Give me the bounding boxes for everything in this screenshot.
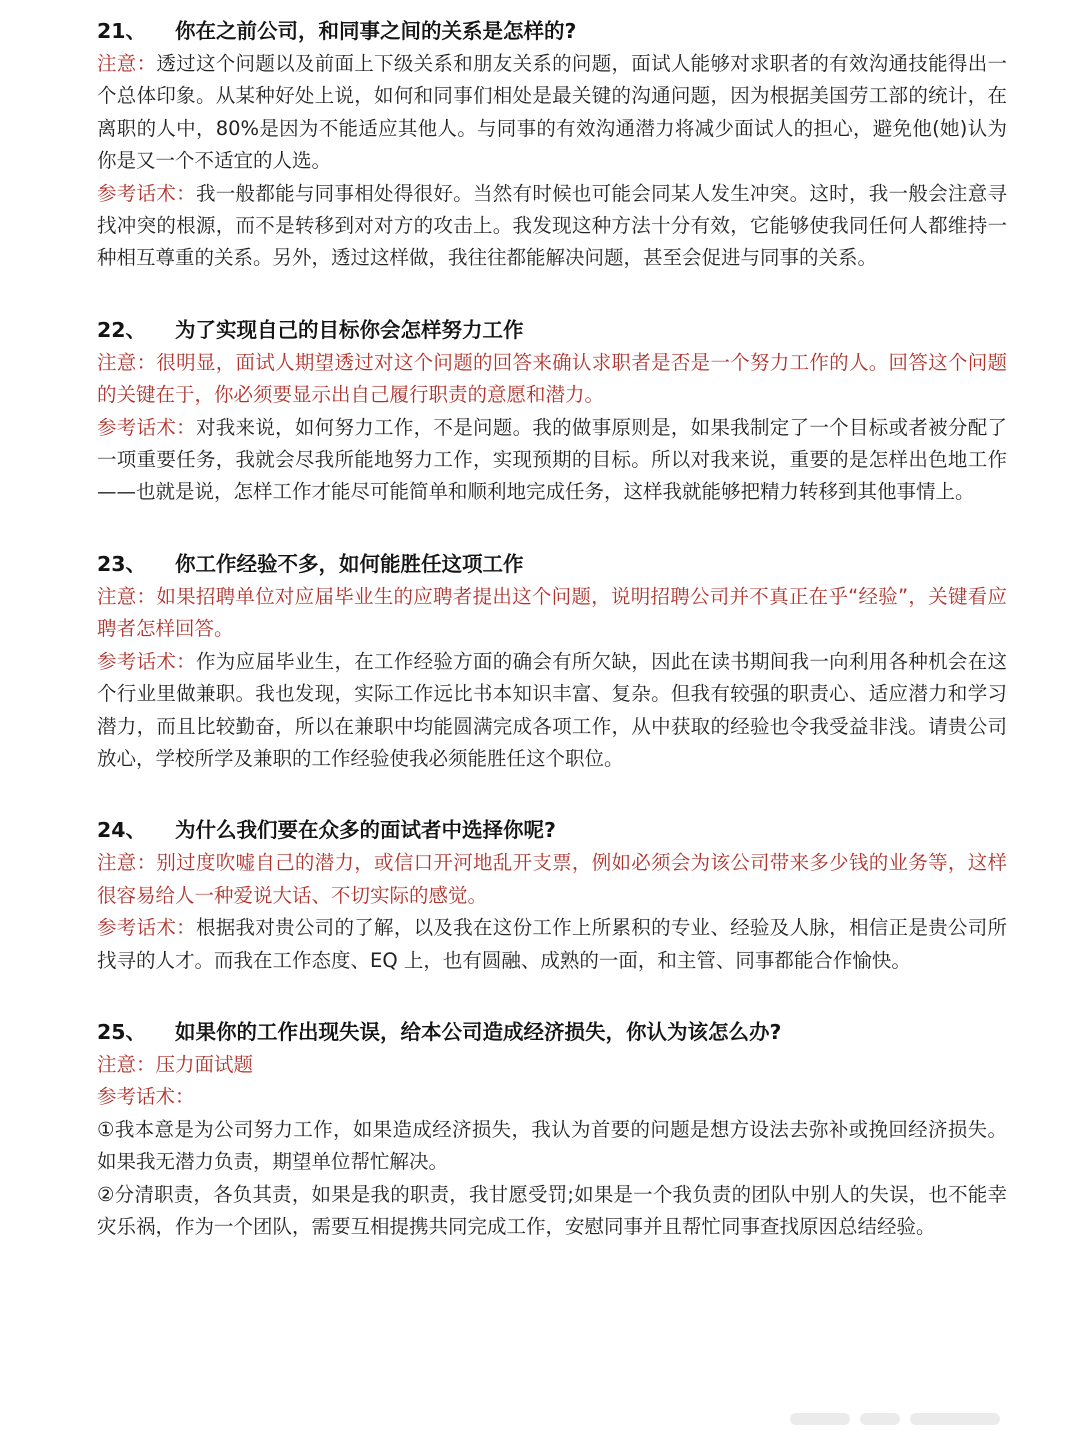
reference-text: 对我来说，如何努力工作，不是问题。我的做事原则是，如果我制定了一个目标或者被分配了一项重要任务，我就会尽我所能地努力工作，实现预期的目标。所以对我来说，重要的是怎样出色地工作——也就是说，怎样工作才能尽可能简单和顺利地完成任务，这样我就能够把精力转移到其他事情上。 — [97, 415, 1007, 504]
watermark-mark — [910, 1413, 1000, 1425]
note-text: 透过这个问题以及前面上下级关系和朋友关系的问题，面试人能够对求职者的有效沟通技能得出一个总体印象。从某种好处上说，如何和同事们相处是最关键的沟通问题，因为根据美国劳工部的统计，在离职的人中，80%是因为不能适应其他人。与同事的有效沟通潜力将减少面试人的担心，避免他(她)认为你是又一个不适宜的人选。 — [97, 52, 1007, 173]
reference-text: 根据我对贵公司的了解，以及我在这份工作上所累积的专业、经验及人脉，相信正是贵公司所找寻的人才。而我在工作态度、EQ 上，也有圆融、成熟的一面，和主管、同事都能合作愉快。 — [97, 916, 1007, 972]
reference-label: 参考话术： — [97, 415, 196, 439]
reference-label: 参考话术： — [97, 1085, 195, 1109]
watermark — [790, 1403, 1010, 1433]
watermark-mark — [860, 1413, 900, 1425]
note-text: 如果招聘单位对应届毕业生的应聘者提出这个问题，说明招聘公司并不真正在乎“经验”，关键看应聘者怎样回答。 — [97, 584, 1007, 641]
note-text: 压力面试题 — [155, 1052, 254, 1076]
question-title: 为了实现自己的目标你会怎样努力工作 — [175, 317, 524, 342]
reference-label: 参考话术： — [97, 649, 196, 673]
question-number: 22、 — [97, 317, 147, 342]
note-label: 注意： — [97, 851, 157, 875]
note-text: 别过度吹嘘自己的潜力，或信口开河地乱开支票，例如必须会为该公司带来多少钱的业务等，这样很容易给人一种爱说大话、不切实际的感觉。 — [97, 851, 1007, 907]
question-25 — [97, 1015, 1007, 1243]
question-23 — [97, 547, 1007, 775]
reference-label: 参考话术： — [97, 916, 196, 940]
question-title: 你工作经验不多，如何能胜任这项工作 — [175, 551, 524, 576]
note-label: 注意： — [97, 350, 157, 374]
note-paragraph — [97, 581, 1007, 646]
question-number: 23、 — [97, 551, 147, 576]
question-heading — [97, 14, 1007, 48]
answer-item: ②分清职责，各负其责，如果是我的职责，我甘愿受罚;如果是一个我负责的团队中别人的失误，也不能幸灾乐祸，作为一个团队，需要互相提携共同完成工作，安慰同事并且帮忙同事查找原因总结经验。 — [97, 1182, 1007, 1238]
watermark-mark — [790, 1413, 850, 1425]
question-number: 21、 — [97, 19, 147, 43]
question-22 — [97, 313, 1007, 509]
question-title: 你在之前公司，和同事之间的关系是怎样的? — [175, 19, 577, 43]
reference-paragraph — [97, 412, 1007, 509]
answer-item: ①我本意是为公司努力工作，如果造成经济损失，我认为首要的问题是想方设法去弥补或挽回经济损失。如果我无潜力负责，期望单位帮忙解决。 — [97, 1117, 1007, 1174]
reference-paragraph — [97, 178, 1007, 275]
note-label: 注意： — [97, 1052, 156, 1076]
question-number: 24、 — [97, 818, 147, 843]
question-heading — [97, 547, 1007, 581]
question-21 — [97, 14, 1007, 275]
note-text: 很明显，面试人期望透过对这个问题的回答来确认求职者是否是一个努力工作的人。回答这个问题的关键在于，你必须要显示出自己履行职责的意愿和潜力。 — [97, 350, 1007, 407]
note-paragraph — [97, 48, 1007, 178]
note-paragraph — [97, 1049, 1007, 1081]
question-title: 为什么我们要在众多的面试者中选择你呢? — [175, 818, 556, 843]
document-page — [97, 14, 1007, 1243]
reference-paragraph — [97, 912, 1007, 977]
reference-label: 参考话术： — [97, 181, 196, 205]
note-paragraph — [97, 347, 1007, 412]
question-number: 25、 — [97, 1019, 147, 1044]
question-heading — [97, 313, 1007, 347]
question-heading — [97, 813, 1007, 847]
note-label: 注意： — [97, 584, 157, 608]
note-paragraph — [97, 847, 1007, 912]
question-title: 如果你的工作出现失误，给本公司造成经济损失，你认为该怎么办? — [175, 1019, 782, 1044]
question-heading — [97, 1015, 1007, 1049]
reference-paragraph — [97, 1081, 1007, 1113]
reference-paragraph — [97, 646, 1007, 776]
reference-text: 作为应届毕业生，在工作经验方面的确会有所欠缺，因此在读书期间我一向利用各种机会在这个行业里做兼职。我也发现，实际工作远比书本知识丰富、复杂。但我有较强的职责心、适应潜力和学习潜力，而且比较勤奋，所以在兼职中均能圆满完成各项工作，从中获取的经验也令我受益非浅。请贵公司放心，学校所学及兼职的工作经验使我必须能胜任这个职位。 — [97, 649, 1007, 770]
reference-text: 我一般都能与同事相处得很好。当然有时候也可能会同某人发生冲突。这时，我一般会注意寻找冲突的根源，而不是转移到对对方的攻击上。我发现这种方法十分有效，它能够使我同任何人都维持一种相互尊重的关系。另外，透过这样做，我往往都能解决问题，甚至会促进与同事的关系。 — [97, 181, 1007, 270]
note-label: 注意： — [97, 52, 157, 75]
question-24 — [97, 813, 1007, 977]
